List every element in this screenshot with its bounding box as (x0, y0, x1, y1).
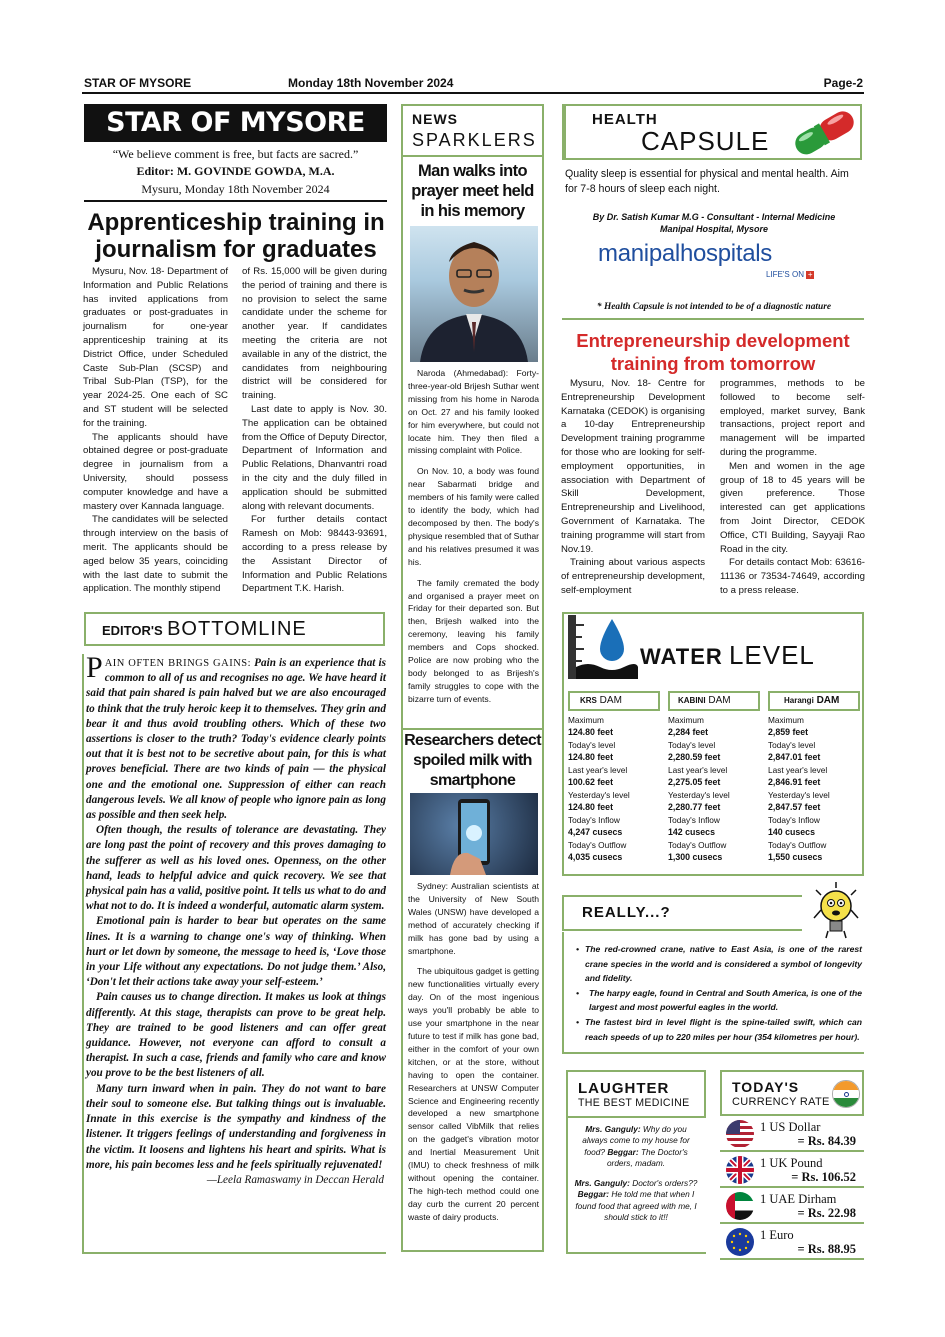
dam-label: Today's Inflow (568, 815, 620, 825)
currency-title: TODAY'S (732, 1079, 800, 1095)
currency-unit: 1 UAE Dirham (760, 1192, 837, 1206)
bullet-icon: • (576, 944, 580, 954)
header-rule (82, 92, 864, 94)
dam-label: Today's Outflow (668, 840, 727, 850)
eu-flag-icon (726, 1228, 754, 1256)
story1-para: Naroda (Ahmedabad): Forty-three-year-old Brijesh Suthar went missing from his home in Naroda on Oct. 27 and his family looked for him everywhere, but could not locate him. They then filed a missing complaint with Police. (408, 368, 539, 456)
health-disclaimer: * Health Capsule is not intended to be of a diagnostic nature (596, 302, 832, 312)
story2-body (408, 880, 539, 1224)
editorial-title-box (84, 612, 385, 646)
really-item-text: The red-crowned crane, native to East Asia, is one of the rarest crane species in the world and is considered a symbol of longevity and fidelity. (585, 944, 862, 984)
uk-flag-icon (726, 1156, 754, 1184)
lead-para: Last date to apply is Nov. 30. The application can be obtained from the Office of Deputy Director, Department of Information and Public Relations, Dhanvantri road in the city and the duly filled in application should be submitted along with relevant documents. (242, 403, 387, 512)
cedok-para: Mysuru, Nov. 18- Centre for Entrepreneurship Development Karnataka (CEDOK) is organising a 10-day Entrepreneurship Development training programme for those who are looking for self-employment opportunities, in association with Department of Skill Development, Entrepreneurship and Livelihood, Government of Karnataka. The training programme will start from Nov.19. (561, 378, 705, 555)
laughter-subtitle: THE BEST MEDICINE (578, 1097, 690, 1109)
joke-line: The Doctor's orders, madam. (606, 1146, 688, 1168)
editorial-byline: —Leela Ramaswamy in Deccan Herald (206, 1173, 384, 1186)
lead-para: of Rs. 15,000 will be given during the period of training and there is no provision to select the same candidate under the scheme for another year. If candidates meeting the criteria are not available in any of the district, the candidates from neighbouring district will be considered for training. (242, 266, 387, 402)
india-flag-icon (832, 1080, 860, 1108)
editorial-title-rest: BOTTOMLINE (167, 618, 307, 640)
health-hospital: Manipal Hospital, Mysore (659, 224, 769, 234)
lead-para: For further details contact Ramesh on Mob: 98443-93691, according to a press release by the Assistant Director of Information and Public Relations Department T.K. Harish. (242, 514, 387, 595)
dam-value: 2,846.91 feet (768, 777, 821, 787)
health-text: Quality sleep is essential for physical and mental health. Aim for 7-8 hours of sleep each night. (565, 168, 849, 195)
dam-name: KABINI (678, 696, 706, 705)
editorial-para: Many turn inward when in pain. They do not want to bare their soul to someone else. But talking things out is invaluable. Innate in this exercise is the sympathy and kindness of the listener. It triggers feelings of understanding and forgiveness in the victim. It loosens and lightens his heart and spirits. What is more, his pain becomes less and he feels spiritually rejuvenated! (86, 1082, 386, 1171)
editorial-first-para (86, 651, 386, 823)
lead-column-2 (242, 265, 387, 596)
dam-label: Today's Outflow (568, 840, 627, 850)
currency-title-box (720, 1070, 864, 1116)
man-photo (410, 226, 538, 362)
currency-list (720, 1118, 864, 1262)
dam-value: 142 cusecs (668, 827, 715, 837)
phone-photo (410, 793, 538, 875)
cedok-column-2 (720, 377, 865, 598)
masthead-editor: Editor: M. GOVINDE GOWDA, M.A. (136, 164, 335, 178)
editorial-body (82, 651, 386, 1254)
currency-value: = Rs. 88.95 (797, 1242, 856, 1256)
dam-label: Yesterday's level (768, 790, 830, 800)
dam-value: 1,550 cusecs (768, 852, 823, 862)
currency-row-eur (720, 1226, 864, 1260)
dam-value: 2,859 feet (768, 727, 809, 737)
dam-label: Yesterday's level (668, 790, 730, 800)
dam-harangi (768, 691, 860, 865)
lead-para: The applicants should have obtained degree or post-graduate degree in journalism from a University, should possess computer knowledge and have a mastery over Kannada language. (83, 431, 228, 512)
dam-value: 124.80 feet (568, 727, 613, 737)
dam-value: 2,847.57 feet (768, 802, 821, 812)
dam-label: Today's Inflow (768, 815, 820, 825)
dam-value: 2,280.59 feet (668, 752, 721, 762)
water-title-bold: WATER (640, 644, 723, 669)
dam-label: Today's level (668, 740, 716, 750)
editorial-lead-caps: AIN OFTEN BRINGS GAINS: (104, 658, 252, 669)
dam-label: Maximum (768, 715, 804, 725)
dam-name: Harangi (784, 696, 814, 705)
dam-value: 2,275.05 feet (668, 777, 721, 787)
manipal-tagline (766, 270, 814, 279)
currency-row-aed (720, 1190, 864, 1224)
really-list (562, 932, 864, 1054)
editorial-dropcap: P (86, 651, 103, 684)
currency-unit: 1 US Dollar (760, 1120, 821, 1134)
story2-para: The ubiquitous gadget is getting new functionalities virtually every day. On of the most ingenious ways you'll probably be able to use your smartphone in the near future to test if milk has gone bad, either in the comfort of your own kitchen, or at the store, without having to open the container. Researchers at UNSW Computer Science and Engineering recently developed a new smartphone sensor called VibMilk that relies on the gadget's vibration motor and Inertial Measurement Unit (IMU) to check freshness of milk without opening the container. The high-tech method could one day curb the current 20 percent waste of dairy products. (408, 966, 539, 1222)
masthead-dateline: Mysuru, Monday 18th November 2024 (141, 182, 330, 196)
joke-line: Why do you always come to my house for food? (582, 1124, 690, 1157)
dam-title-box (568, 691, 660, 711)
water-level-icon (568, 615, 638, 684)
dam-value: 4,247 cusecs (568, 827, 623, 837)
health-author: By Dr. Satish Kumar M.G - Consultant - Internal Medicine (592, 212, 836, 222)
joke-line: Doctor's orders?? (632, 1178, 698, 1188)
story1-headline: Man walks into prayer meet held in his memory (411, 162, 534, 220)
dam-value: 100.62 feet (568, 777, 613, 787)
uae-flag-icon (726, 1192, 754, 1220)
really-item (576, 1015, 862, 1044)
story2-headline: Researchers detect spoiled milk with smartphone (404, 732, 541, 789)
editorial-para: Emotional pain is harder to bear but operates on the same lines. It is a warning to change one's way of thinking. When hurt or let down by someone, the message to heed is, ‘Love those in your Life without any expectations. Do not judge them.’ Also, ‘Don't let their actions take away your self-esteem.’ (86, 915, 386, 989)
joke-1 (572, 1124, 700, 1169)
story1-para: On Nov. 10, a body was found near Sabarmati bridge and members of his family were called to identify the body, which had decomposed by then. The body's physique resembled that of Suthar and his relatives presumed it was his. (408, 466, 539, 567)
currency-unit: 1 Euro (760, 1228, 794, 1242)
water-title (640, 640, 815, 671)
plus-icon: + (807, 270, 813, 279)
dam-label: Today's Inflow (668, 815, 720, 825)
currency-row-usd (720, 1118, 864, 1152)
currency-value: = Rs. 106.52 (791, 1170, 856, 1184)
dam-suffix: DAM (708, 695, 731, 706)
editorial-title-bold: EDITOR'S (102, 623, 163, 638)
joke-2 (572, 1178, 700, 1223)
issue-date: Monday 18th November 2024 (288, 76, 454, 90)
editorial-para: Pain causes us to change direction. It makes us look at things differently. At this stage, therapists can prove to be great help. They are trained to be good listeners and can offer great guidance. However, not everyone can afford to consult a therapist. In such a case, friends and family who care and know you prove to be the best listeners of all. (86, 991, 386, 1080)
dam-label: Today's Outflow (768, 840, 827, 850)
page-number: Page-2 (823, 76, 863, 90)
lead-headline: Apprenticeship training in journalism for graduates (87, 209, 385, 263)
really-item (576, 942, 862, 986)
lead-column-1 (83, 265, 228, 596)
story2-para: Sydney: Australian scientists at the University of New South Wales (UNSW) have developed a method of accurately checking if milk has gone bad by using a smartphone. (408, 881, 539, 956)
dam-value: 2,847.01 feet (768, 752, 821, 762)
water-title-rest: LEVEL (728, 640, 815, 670)
us-flag-icon (726, 1120, 754, 1148)
really-item-text: The harpy eagle, found in Central and South America, is one of the largest and most powerful eagles in the world. (589, 987, 862, 1013)
manipal-logo: manipalhospitals (598, 240, 772, 267)
story1-body (408, 367, 539, 706)
news-title: NEWS (412, 111, 458, 127)
story1-para: The family cremated the body and organised a prayer meet on Friday for their departed son. But then, Brijesh walked into the ceremony, leaving his family members and Cops shocked. Police are now probing who the body belonged to as Brijesh's family struggles to cope with the bizarre turn of events. (408, 577, 539, 704)
lead-para: Mysuru, Nov. 18- Department of Information and Public Relations has invited applications from graduates or post-graduates in journalism for one-year apprenticeship training at its District Office, under Scheduled Caste Sub-Plan (SCSP) and Tribal Sub-Plan (TSP), for the year 2024-25. One each of SC and ST student will be selected for the training. (83, 266, 228, 429)
joke-speaker: Mrs. Ganguly: (574, 1178, 630, 1188)
joke-speaker: Mrs. Ganguly: (585, 1124, 641, 1134)
paper-name: STAR OF MYSORE (84, 76, 192, 90)
dam-value: 140 cusecs (768, 827, 815, 837)
laughter-title: LAUGHTER (578, 1080, 670, 1097)
cedok-para: Men and women in the age group of 18 to 45 years will be given preference. Those interested can get applications from Joint Director, CEDOK Office, CTI Building, Sayyaji Rao Road in the city. (720, 460, 865, 555)
dam-title-box (768, 691, 860, 711)
currency-value: = Rs. 22.98 (797, 1206, 856, 1220)
masthead-logo: STAR OF MYSORE (84, 104, 387, 142)
health-subtitle: CAPSULE (641, 126, 770, 156)
dam-value: 2,280.77 feet (668, 802, 721, 812)
dam-value: 124.80 feet (568, 802, 613, 812)
dam-label: Yesterday's level (568, 790, 630, 800)
really-item (576, 986, 862, 1015)
currency-unit: 1 UK Pound (760, 1156, 823, 1170)
laughter-title-box (566, 1070, 706, 1118)
dam-value: 4,035 cusecs (568, 852, 623, 862)
currency-row-gbp (720, 1154, 864, 1188)
dam-krs (568, 691, 660, 865)
dam-suffix: DAM (816, 695, 840, 706)
editorial-text: Pain is an experience that is common to all of us and recognises no age. We have heard it said that pain shared is pain halved but we are also encouraged to think that the truly heroic keep it to themselves. They grin and bear it and thus avoid troubling others. Which of these two assertions is closer to the truth? Today's evidence clearly points out that it is best not to be secretive about pain, for this is what proves beneficial. There are two kinds of pain — the physical one and the emotional one. Suppression of either can reach dangerous levels. We all know of people who ignore pain as long as possible and then seek help. (86, 657, 386, 822)
masthead-motto: “We believe comment is free, but facts are sacred.” (112, 147, 359, 161)
really-item-text: The fastest bird in level flight is the spine-tailed swift, which can reach speeds of up to 220 miles per hour (354 kilometres per hour). (585, 1016, 862, 1042)
dam-label: Maximum (668, 715, 704, 725)
dam-label: Maximum (568, 715, 604, 725)
joke-speaker: Beggar: (607, 1146, 639, 1157)
dam-value: 124.80 feet (568, 752, 613, 762)
dam-value: 2,284 feet (668, 727, 709, 737)
capsule-icon (784, 106, 864, 163)
dam-value: 1,300 cusecs (668, 852, 723, 862)
news-subtitle: SPARKLERS (412, 130, 537, 150)
currency-subtitle: CURRENCY RATE (732, 1096, 830, 1108)
really-title: REALLY...? (582, 904, 671, 921)
dam-label: Last year's level (668, 765, 728, 775)
cedok-column-1 (561, 377, 705, 598)
dam-kabini (668, 691, 760, 865)
bullet-icon: • (576, 1016, 580, 1027)
tagline-text: LIFE'S ON (766, 270, 804, 279)
cedok-para: For details contact Mob: 63616-11136 or 73534-74649, according to a press release. (720, 557, 865, 596)
bullet-icon: • (576, 987, 580, 998)
dam-suffix: DAM (599, 695, 622, 706)
cedok-para: programmes, methods to be followed to become self-employed, market survey, Bank transactions, project report and management will be imparted during the programme. (720, 378, 865, 458)
dam-label: Last year's level (568, 765, 628, 775)
dam-label: Today's level (768, 740, 816, 750)
joke-speaker: Beggar: (577, 1189, 610, 1200)
editorial-para: Often though, the results of tolerance are devastating. They are long past the point of recovery and this proves damaging to the sufferer as well as his loved ones. Openness, on the other hand, leads to helpful advice and quick recovery. We see that physical pain has a valid, positive point. It tells us what to do and what not to do. It is indeed a wonderful, automatic alarm system. (86, 824, 386, 913)
health-title: HEALTH (592, 111, 658, 128)
lead-para: The candidates will be selected through interview on the basis of merit. The applicants should be aged below 35 years, coinciding with the last date to submit the application. The monthly stipend (83, 514, 228, 595)
cedok-para: Training about various aspects of entrepreneurship development, self-employment (561, 557, 705, 596)
dam-title-box (668, 691, 760, 711)
dam-name: KRS (580, 696, 597, 705)
joke-line: He told me that when I found food that agreed with me, I should stick to it!! (575, 1189, 697, 1222)
cedok-headline: Entrepreneurship development training from tomorrow (576, 330, 850, 374)
dam-label: Today's level (568, 740, 616, 750)
dam-label: Last year's level (768, 765, 828, 775)
currency-value: = Rs. 84.39 (797, 1134, 856, 1148)
